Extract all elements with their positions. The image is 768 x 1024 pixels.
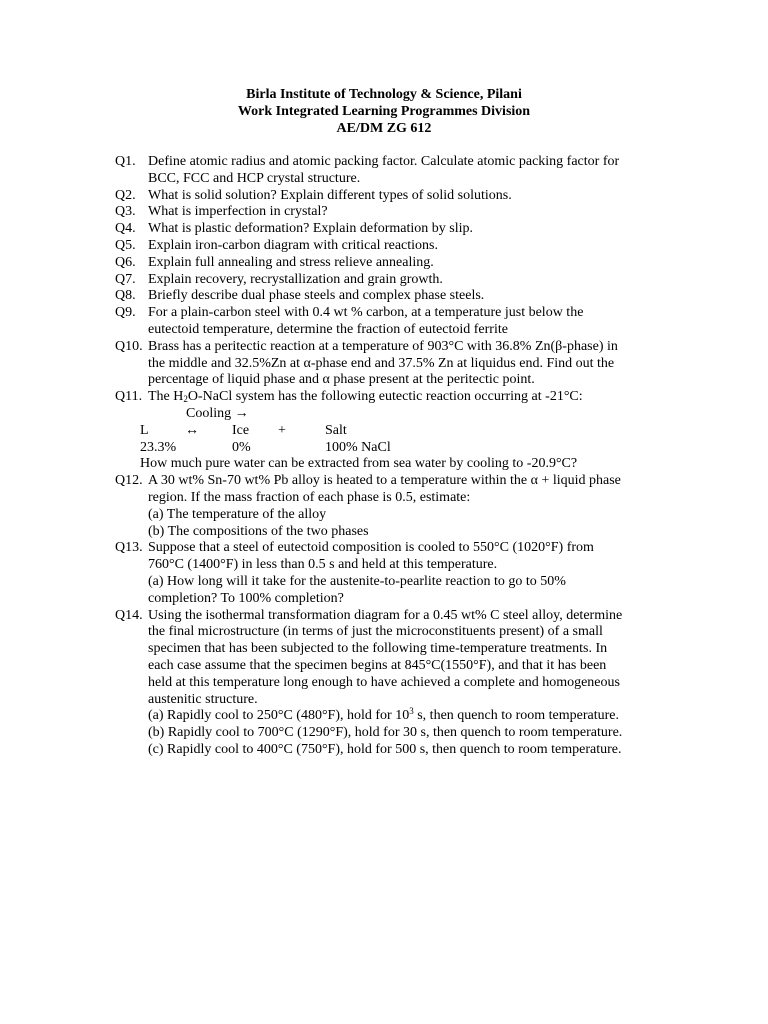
sub-question-a <box>148 708 685 725</box>
question-number: Q10. <box>115 338 143 354</box>
question-text: Explain full annealing and stress relieve annealing. <box>148 254 434 270</box>
sub-question-b: (b) The compositions of the two phases <box>148 523 369 539</box>
question-text: percentage of liquid phase and α phase present at the peritectic point. <box>148 372 535 388</box>
institute-title: Birla Institute of Technology & Science, Pilani <box>246 87 522 102</box>
question-text: Using the isothermal transformation diagram for a 0.45 wt% C steel alloy, determine <box>148 607 623 623</box>
question-number: Q5. <box>115 237 136 253</box>
course-code: AE/DM ZG 612 <box>336 121 432 136</box>
question-number: Q9. <box>115 305 136 321</box>
question-5 <box>115 238 685 255</box>
question-text: Brass has a peritectic reaction at a temperature of 903°C with 36.8% Zn(β-phase) in <box>148 338 618 354</box>
question-text: held at this temperature long enough to have achieved a complete and homogeneous <box>148 674 620 690</box>
question-text <box>148 389 685 406</box>
question-text: specimen that has been subjected to the following time-temperature treatments. In <box>148 641 608 657</box>
question-4 <box>115 221 685 238</box>
sub-question-c: (c) Rapidly cool to 400°C (750°F), hold for 500 s, then quench to room temperature. <box>148 741 622 757</box>
question-2 <box>115 188 685 205</box>
question-number: Q8. <box>115 288 136 304</box>
exponent: 3 <box>409 706 414 717</box>
reaction-arrow: ↔ <box>185 422 199 438</box>
reaction-liquid-pct: 23.3% <box>140 439 177 455</box>
question-text: BCC, FCC and HCP crystal structure. <box>148 170 361 186</box>
formula-part: The H <box>148 389 184 405</box>
question-number: Q11. <box>115 389 143 405</box>
question-number: Q12. <box>115 473 143 489</box>
question-3 <box>115 204 685 221</box>
question-text: How much pure water can be extracted from sea water by cooling to -20.9°C? <box>140 456 578 472</box>
formula-subscript: 2 <box>183 394 188 405</box>
question-7 <box>115 272 685 289</box>
question-number: Q14. <box>115 607 143 623</box>
question-text: austenitic structure. <box>148 691 258 707</box>
question-number: Q4. <box>115 221 136 237</box>
sub-part: (a) Rapidly cool to 250°C (480°F), hold for 10 <box>148 708 410 724</box>
question-text: Explain iron-carbon diagram with critical reactions. <box>148 237 439 253</box>
question-number: Q13. <box>115 540 143 556</box>
question-8 <box>115 288 685 305</box>
question-text: 760°C (1400°F) in less than 0.5 s and held at this temperature. <box>148 557 498 573</box>
cooling-label: Cooling → <box>186 405 249 421</box>
formula-part: O-NaCl system has the following eutectic reaction occurring at -21°C: <box>187 389 583 405</box>
question-11 <box>115 389 685 423</box>
sub-question-b: (b) Rapidly cool to 700°C (1290°F), hold for 30 s, then quench to room temperature. <box>148 725 623 741</box>
question-text: eutectoid temperature, determine the fraction of eutectoid ferrite <box>148 321 508 337</box>
reaction-salt: Salt <box>325 422 347 438</box>
question-number: Q2. <box>115 187 136 203</box>
question-number: Q3. <box>115 204 136 220</box>
reaction-liquid: L <box>140 422 149 438</box>
division-title: Work Integrated Learning Programmes Division <box>237 104 531 119</box>
question-text: Explain recovery, recrystallization and grain growth. <box>148 271 443 287</box>
question-13 <box>115 540 685 607</box>
reaction-ice: Ice <box>232 422 250 438</box>
question-14 <box>115 608 685 759</box>
document-header <box>0 86 768 137</box>
sub-question-a: (a) The temperature of the alloy <box>148 506 327 522</box>
question-1 <box>115 154 685 188</box>
question-text: the final microstructure (in terms of just the microconstituents present) of a small <box>148 624 603 640</box>
question-number: Q6. <box>115 254 136 270</box>
question-text: each case assume that the specimen begins at 845°C(1550°F), and that it has been <box>148 657 607 673</box>
question-text: Define atomic radius and atomic packing factor. Calculate atomic packing factor for <box>148 154 620 169</box>
question-10 <box>115 339 685 389</box>
question-text: A 30 wt% Sn-70 wt% Pb alloy is heated to a temperature within the α + liquid phase <box>148 473 621 489</box>
question-text: the middle and 32.5%Zn at α-phase end and 37.5% Zn at liquidus end. Find out the <box>148 355 615 371</box>
question-list <box>115 154 685 759</box>
question-text: Suppose that a steel of eutectoid composition is cooled to 550°C (1020°F) from <box>148 540 594 556</box>
sub-part: s, then quench to room temperature. <box>413 708 620 724</box>
question-text: Briefly describe dual phase steels and complex phase steels. <box>148 288 485 304</box>
question-text: What is imperfection in crystal? <box>148 204 328 220</box>
question-text: What is plastic deformation? Explain deformation by slip. <box>148 221 474 237</box>
reaction-ice-pct: 0% <box>232 439 251 455</box>
question-12 <box>115 473 685 540</box>
eutectic-reaction <box>115 423 685 473</box>
question-text: For a plain-carbon steel with 0.4 wt % carbon, at a temperature just below the <box>148 305 584 321</box>
sub-question-a: (a) How long will it take for the austenite-to-pearlite reaction to go to 50% <box>148 573 566 589</box>
sub-question-a-cont: completion? To 100% completion? <box>148 590 344 606</box>
question-number: Q7. <box>115 271 136 287</box>
reaction-salt-pct: 100% NaCl <box>325 439 391 455</box>
question-number: Q1. <box>115 154 136 169</box>
question-text: region. If the mass fraction of each phase is 0.5, estimate: <box>148 489 471 505</box>
question-6 <box>115 255 685 272</box>
question-9 <box>115 305 685 339</box>
question-text: What is solid solution? Explain different types of solid solutions. <box>148 187 512 203</box>
reaction-plus: + <box>278 422 286 438</box>
